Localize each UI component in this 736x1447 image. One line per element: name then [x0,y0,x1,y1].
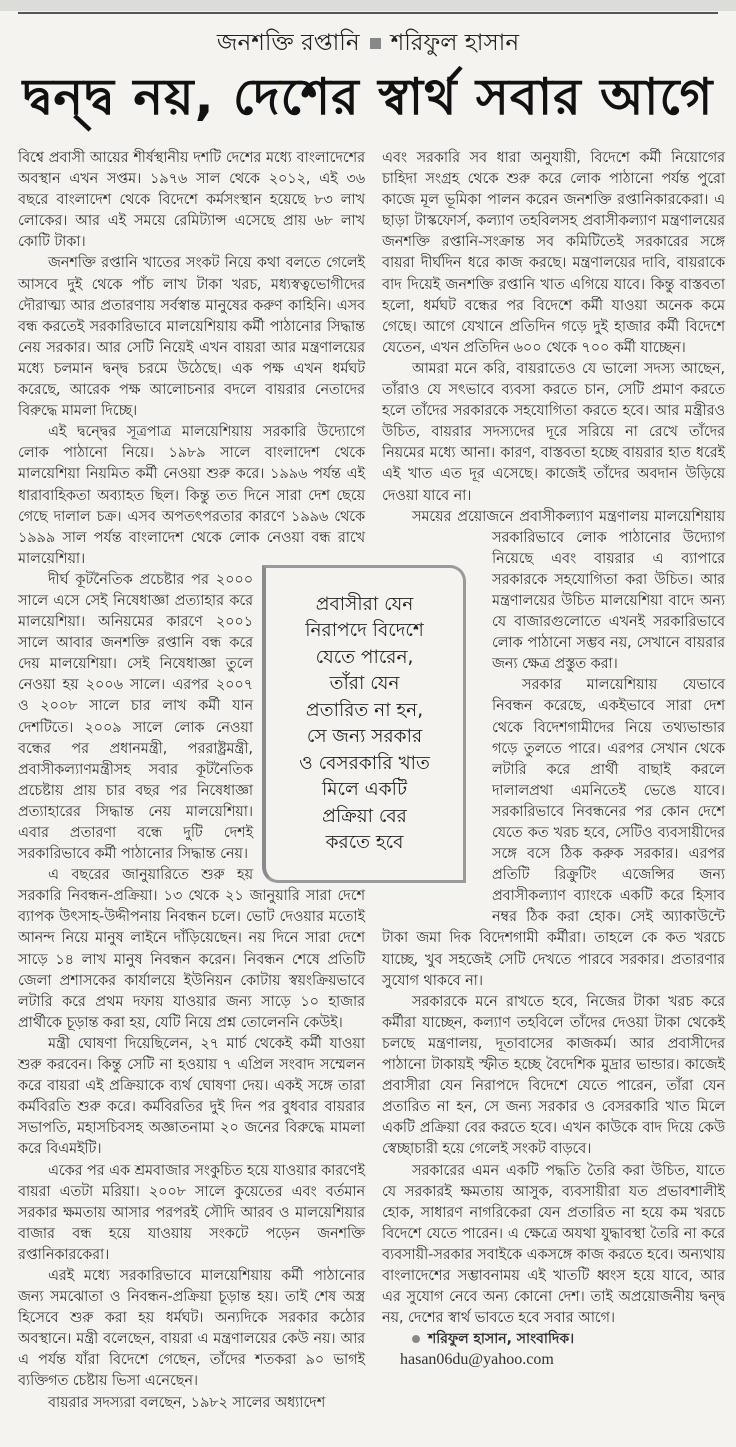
square-bullet-icon [370,38,381,49]
author-name: শরিফুল হাসান, সাংবাদিক। [428,1331,575,1348]
paragraph: সময়ের প্রয়োজনে প্রবাসীকল্যাণ মন্ত্রণালয় মালয়েশিয়ায় সরকারিভাবে লোক পাঠানোর উদ্যোগ নিয়েছে এবং বায়রার এ ব্যাপারে সরকারকে সহযোগিতা করা উচিত। আর মন্ত্রণালয়ের উচিত মালয়েশিয়া বাদে অন্য যে বাজারগুলোতে এখনই সরকারিভাবে লোক পাঠানো সম্ভব নয়, সেখানে বায়রার জন্য ক্ষেত্র প্রস্তুত করা। [412,508,725,673]
top-strip [0,0,736,11]
paragraph: দীর্ঘ কূটনৈতিক প্রচেষ্টার পর ২০০০ সালে এসে সেই নিষেধাজ্ঞা প্রত্যাহার করে মালয়েশিয়া। অনিয়মের কারণে ২০০১ সালে আবার জনশক্তি রপ্তানি বন্ধ করে দেয় মালয়েশিয়া। সেই নিষেধাজ্ঞা তুলে নেওয়া হয় ২০০৬ সালে। এরপর ২০০৭ ও ২০০৮ সালে চার লাখ কর্মী যান দেশটিতে। ২০০৯ সালে লোক নেওয়া বন্ধের পর প্রধানমন্ত্রী, পররাষ্ট্রমন্ত্রী, প্রবাসীকল্যাণমন্ত্রীসহ সবার কূটনৈতিক প্রচেষ্টায় প্রায় চার বছর পর নিষেধাজ্ঞা প্রত্যাহারের সিদ্ধান্ত নেয় মালয়েশিয়া। এবার প্রতারণা বন্ধে দুটি দেশই সরকারিভাবে কর্মী পাঠানোর সিদ্ধান্ত নেয়। [18,571,253,863]
pull-quote-line: করতে হবে [325,832,404,853]
pull-quote-line: নিরাপদে বিদেশে [305,620,424,641]
paragraph: এ বছরের জানুয়ারিতে শুরু হয় সরকারি নিবন্ধন-প্রক্রিয়া। ১৩ থেকে ২১ জানুয়ারি সারা দেশে ব্যাপক উৎসাহ-উদ্দীপনায় নিবন্ধন চলে। ভোট দেওয়ার মতোই আনন্দ নিয়ে মানুষ লাইনে দাঁড়িয়েছেন। নয় দিনে সারা দেশে সাড়ে ১৪ লাখ মানুষ নিবন্ধন করেন। নিবন্ধন শেষে প্রতিটি জেলা প্রশাসকের কার্যালয়ে ইউনিয়ন কোটায় স্বয়ংক্রিয়ভাবে লটারি করে প্রথম দফায় যাওয়ার জন্য সাড়ে ১০ হাজার প্রার্থীকে চূড়ান্ত করা হয়, যেটি নিয়ে প্রশ্ন তোলেননি কেউই। [18,867,365,1031]
pull-quote-line: যেতে পারেন, [315,646,414,668]
pull-quote-line: প্রক্রিয়া বের [322,805,407,827]
pull-quote-line: সে জন্য সরকার [306,726,423,747]
paragraph: সরকারের এমন একটি পদ্ধতি তৈরি করা উচিত, যাতে যে সরকারই ক্ষমতায় আসুক, ব্যবসায়ীরা যত প্রভাবশালীই হোক, সাধারণ নাগরিকেরা যেন প্রতারিত না হয়ে কম খরচে বিদেশে যেতে পারেন। এ ক্ষেত্রে অযথা যুদ্ধাবস্থা তৈরি না করে ব্যবসায়ী-সরকার সবাইকে একসঙ্গে কাজ করতে হবে। অন্যথায় বাংলাদেশের সম্ভাবনাময় এই খাতটি ধ্বংস হয়ে যাবে, আর এর সুযোগ নেবে অন্য কোনো দেশ। তাই অপ্রয়োজনীয় দ্বন্দ্ব নয়, দেশের স্বার্থ ভাবতে হবে সবার আগে। [382,1162,725,1327]
headline: দ্বন্দ্ব নয়, দেশের স্বার্থ সবার আগে [22,68,714,126]
kicker-author: শরিফুল হাসান [390,30,520,56]
paragraph: আমরা মনে করি, বায়রাতেও যে ভালো সদস্য আছেন, তাঁরাও যে সৎভাবে ব্যবসা করতে চান, সেটি প্রমাণ করতে হলে তাঁদের সরকারকে সহযোগিতা করতে হবে। আর মন্ত্রীরও উচিত, বায়রার সদস্যদের দূরে সরিয়ে না রেখে তাঁদের নিয়মের মধ্যে আনা। কারণ, বাস্তবতা হচ্ছে বায়রার হাত ধরেই এই খাত এত দূর এসেছে। কাজেই তাঁদের অবদান উড়িয়ে দেওয়া যাবে না। [382,360,725,504]
paragraph: বায়রার সদস্যরা বলছেন, ১৯৮২ সালের অধ্যাদেশ [48,1394,326,1411]
pull-quote-line: মিলে একটি [321,779,408,800]
paragraph: একের পর এক শ্রমবাজার সংকুচিত হয়ে যাওয়ার কারণেই বায়রা এতটা মরিয়া। ২০০৮ সালে কুয়েতের এবং বর্তমান সরকার ক্ষমতায় আসার পরপরই সৌদি আরব ও মালয়েশিয়ার বাজার বন্ধ হয়ে যাওয়ায় সংকটে পড়েন জনশক্তি রপ্তানিকারকেরা। [18,1162,365,1263]
paragraph: এবং সরকারি সব ধারা অনুযায়ী, বিদেশে কর্মী নিয়োগের চাহিদা সংগ্রহ থেকে শুরু করে লোক পাঠানো পর্যন্ত পুরো কাজে মূল ভূমিকা পালন করেন জনশক্তি রপ্তানিকারকেরা। এ ছাড়া টাস্কফোর্স, কল্যাণ তহবিলসহ প্রবাসীকল্যাণ মন্ত্রণালয়ের জনশক্তি রপ্তানি-সংক্রান্ত সব কমিটিতেই সরকারের সঙ্গে বায়রা দীর্ঘদিন ধরে কাজ করছে। মন্ত্রণালয়ের দাবি, বায়রাকে বাদ দিয়েই জনশক্তি রপ্তানি খাত এগিয়ে যাবে। কিন্তু বাস্তবতা হলো, ধর্মঘট বন্ধের পর বিদেশে কর্মী যাওয়া অনেক কমে গেছে। আগে যেখানে প্রতিদিন গড়ে দুই হাজার কর্মী বিদেশে যেতেন, এখন প্রতিদিন ৬০০ থেকে ৭০০ কর্মী যাচ্ছেন। [382,150,725,356]
bullet-icon [412,1335,420,1343]
pull-quote [262,565,466,883]
paragraph: এরই মধ্যে সরকারিভাবে মালয়েশিয়ায় কর্মী পাঠানোর জন্য সমঝোতা ও নিবন্ধন-প্রক্রিয়া চূড়ান্ত হয়। তাই শেষ অস্ত্র হিসেবে শুরু করা হয় ধর্মঘট। অন্যদিকে সরকার কঠোর অবস্থানে। মন্ত্রী বলেছেন, বায়রা এ মন্ত্রণালয়ের কেউ নয়। আর এ পর্যন্ত যাঁরা বিদেশে গেছেন, তাঁদের শতকরা ৯০ ভাগই ব্যক্তিগত চেষ্টায় ভিসা এনেছেন। [18,1267,365,1390]
paragraph: মন্ত্রী ঘোষণা দিয়েছিলেন, ২৭ মার্চ থেকেই কর্মী যাওয়া শুরু করবেন। কিন্তু সেটি না হওয়ায় ৭ এপ্রিল সংবাদ সম্মেলন করে বায়রা এই প্রক্রিয়াকে ব্যর্থ ঘোষণা দেয়। একই সঙ্গে তারা কর্মবিরতি শুরু করে। কর্মবিরতির দুই দিন পর বুধবার বায়রার সভাপতি, মহাসচিবসহ অজ্ঞাতনামা ২০ জনের বিরুদ্ধে মামলা করে বিএমইটি। [18,1035,365,1158]
paragraph: সরকার মালয়েশিয়ায় যেভাবে নিবন্ধন করেছে, একইভাবে সারা দেশ থেকে বিদেশগামীদের নিয়ে তথ্যভান্ডার গড়ে তুলতে পারে। এরপর সেখান থেকে লটারি করে প্রার্থী বাছাই করলে দালালপ্রথা এমনিতেই ভেঙে যাবে। সরকারিভাবে নিবন্ধনের পর কোন দেশে যেতে কত খরচ হবে, সেটিও ব্যবসায়ীদের সঙ্গে বসে ঠিক করুক সরকার। এরপর প্রতিটি রিক্রুটিং এজেন্সির জন্য প্রবাসীকল্যাণ ব্যাংকে একটি করে হিসাব নম্বর ঠিক করা হোক। সেই অ্যাকাউন্টে টাকা জমা দিক বিদেশগামী কর্মীরা। তাহলে কে কত খরচে যাচ্ছে, খুব সহজেই সেটি দেখতে পারবে সরকার। প্রতারণার সুযোগ থাকবে না। [382,677,725,989]
author-email[interactable]: hasan06du@yahoo.com [400,1351,554,1369]
paragraph: জনশক্তি রপ্তানি খাতের সংকট নিয়ে কথা বলতে গেলেই আসবে দুই থেকে পাঁচ লাখ টাকা খরচ, মধ্যস্বত্বভোগীদের দৌরাত্ম্য আর প্রতারণায় সর্বস্বান্ত মানুষের করুণ কাহিনি। এসব বন্ধ করতেই সরকারিভাবে মালয়েশিয়ায় কর্মী পাঠানোর সিদ্ধান্ত নেয় সরকার। আর সেটি নিয়েই এখন বায়রা আর মন্ত্রণালয়ের মধ্যে চলমান দ্বন্দ্ব চরমে উঠেছে। এক পক্ষ এখন ধর্মঘট করেছে, আরেক পক্ষ আলোচনার বদলে বায়রার নেতাদের বিরুদ্ধে মামলা দিচ্ছে। [18,255,365,420]
paragraph: সরকারকে মনে রাখতে হবে, নিজের টাকা খরচ করে কর্মীরা যাচ্ছেন, কল্যাণ তহবিলে তাঁদের দেওয়া টাকা থেকেই চলছে মন্ত্রণালয়, দূতাবাসের কাজকর্ম। আর প্রবাসীদের পাঠানো টাকায়ই স্ফীত হচ্ছে বৈদেশিক মুদ্রার ভান্ডার। কাজেই প্রবাসীরা যেন নিরাপদে বিদেশে যেতে পারেন, তাঁরা যেন প্রতারিত না হন, সে জন্য সরকার ও বেসরকারি খাত মিলে একটি প্রক্রিয়া বের করতে হবে। এখন কাউকে বাদ দিয়ে কেউ স্বেচ্ছাচারী হয়ে গেলেই সংকট বাড়বে। [382,993,725,1158]
paragraph: এই দ্বন্দ্বের সূত্রপাত্র মালয়েশিয়ায় সরকারি উদ্যোগে লোক পাঠানো নিয়ে। ১৯৮৯ সালে বাংলাদেশ থেকে মালয়েশিয়া নিয়মিত কর্মী নেওয়া শুরু করে। ১৯৯৬ পর্যন্ত এই ধারাবাহিকতা অব্যাহত ছিল। কিন্তু তত দিনে সারা দেশ ছেয়ে গেছে দালাল চক্র। এসব অপতৎপরতার কারণে ১৯৯৬ থেকে ১৯৯৯ সাল পর্যন্ত বাংলাদেশ থেকে লোক নেওয়া বন্ধ রাখে মালয়েশিয়া। [18,424,365,567]
kicker [0,24,736,63]
header-rule [18,12,718,14]
pull-quote-line: ও বেসরকারি খাত [299,752,430,774]
pull-quote-line: তাঁরা যেন [329,673,400,694]
author-byline [382,1329,725,1350]
pull-quote-line: প্রবাসীরা যেন [315,593,414,615]
paragraph: বিশ্বে প্রবাসী আয়ের শীর্ষস্থানীয় দশটি দেশের মধ্যে বাংলাদেশের অবস্থান এখন সপ্তম। ১৯৭৬ সাল থেকে ২০১২, এই ৩৬ বছরে বাংলাদেশ থেকে বিদেশে কর্মসংস্থান হয়েছে ৮৩ লাখ লোকের। আর এই সময়ে রেমিট্যান্স এসেছে প্রায় ৬৮ লাখ কোটি টাকা। [18,150,365,251]
kicker-topic: জনশক্তি রপ্তানি [216,30,360,56]
pull-quote-line: প্রতারিত না হন, [305,699,424,721]
